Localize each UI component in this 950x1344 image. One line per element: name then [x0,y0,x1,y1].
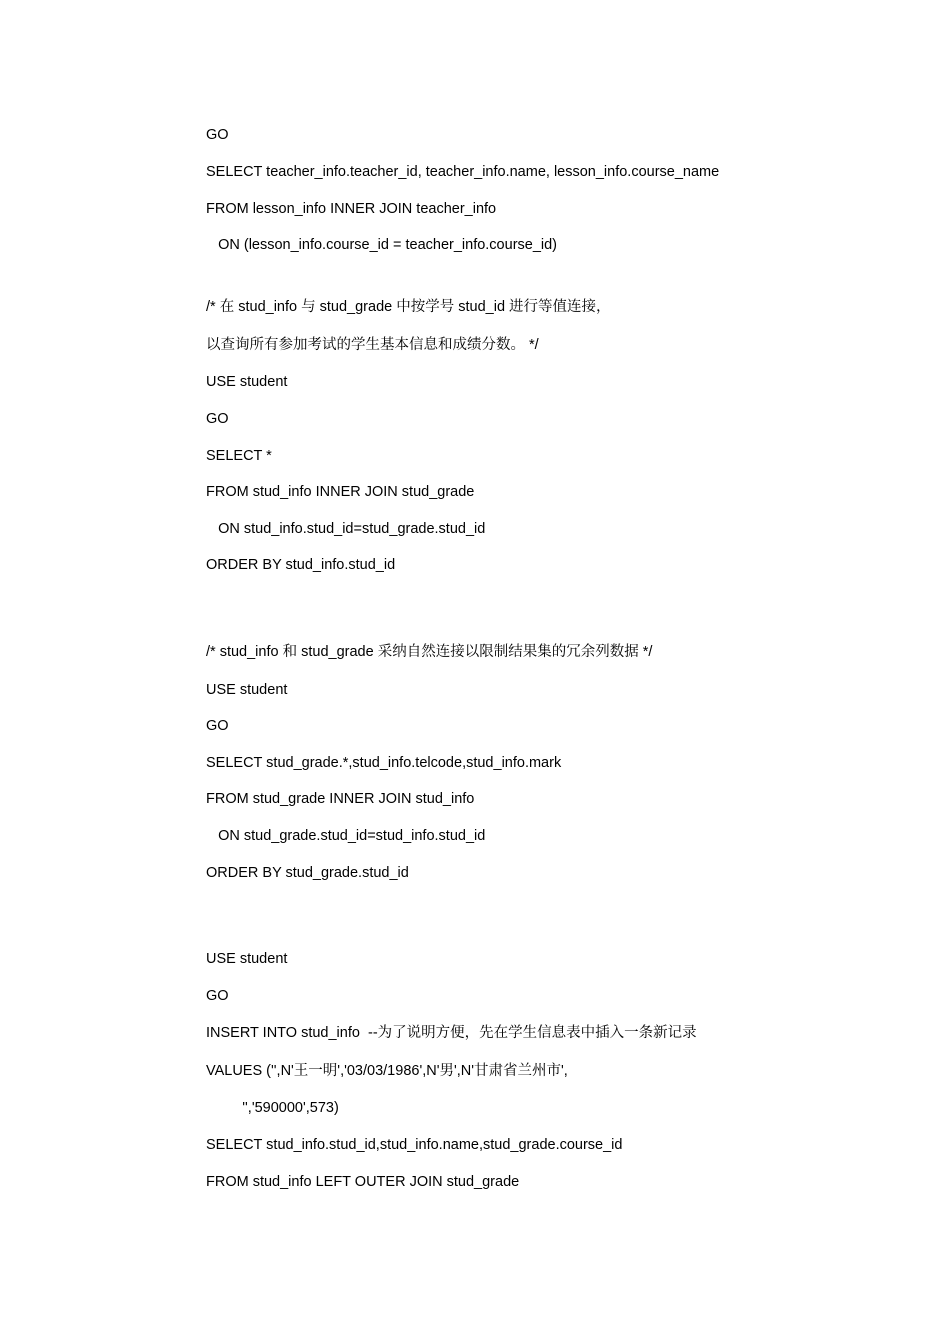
comment-line: /* 在 stud_info 与 stud_grade 中按学号 stud_id 进行等值连接， [206,299,611,315]
code-line: VALUES ('',N'王一明','03/03/1986',N'男',N'甘肃省兰州市', [206,1063,568,1079]
code-line: ON stud_grade.stud_id=stud_info.stud_id [206,828,486,844]
code-line: ON stud_info.stud_id=stud_grade.stud_id [206,521,486,537]
code-line: GO [206,127,229,143]
code-line: SELECT * [206,448,272,464]
comment-line: /* stud_info 和 stud_grade 采纳自然连接以限制结果集的冗余列数据 */ [206,644,653,660]
code-line: INSERT INTO stud_info --为了说明方便，先在学生信息表中插入一条新记录 [206,1025,697,1041]
code-line: USE student [206,374,288,390]
code-line: GO [206,988,229,1004]
code-line: SELECT teacher_info.teacher_id, teacher_info.name, lesson_info.course_name [206,164,720,180]
code-line: ON (lesson_info.course_id = teacher_info.course_id) [206,237,558,253]
code-line: ORDER BY stud_info.stud_id [206,557,396,573]
code-line: FROM lesson_info INNER JOIN teacher_info [206,201,497,217]
code-line: ORDER BY stud_grade.stud_id [206,865,409,881]
code-line: USE student [206,951,288,967]
code-line: FROM stud_grade INNER JOIN stud_info [206,791,475,807]
code-line: USE student [206,682,288,698]
code-line: SELECT stud_grade.*,stud_info.telcode,stud_info.mark [206,755,562,771]
code-line: FROM stud_info INNER JOIN stud_grade [206,484,475,500]
comment-line: 以查询所有参加考试的学生基本信息和成绩分数。 */ [206,337,539,353]
code-line: GO [206,411,229,427]
code-line: '','590000',573) [206,1100,339,1116]
code-line: FROM stud_info LEFT OUTER JOIN stud_grade [206,1174,520,1190]
code-line: SELECT stud_info.stud_id,stud_info.name,stud_grade.course_id [206,1137,623,1153]
code-line: GO [206,718,229,734]
